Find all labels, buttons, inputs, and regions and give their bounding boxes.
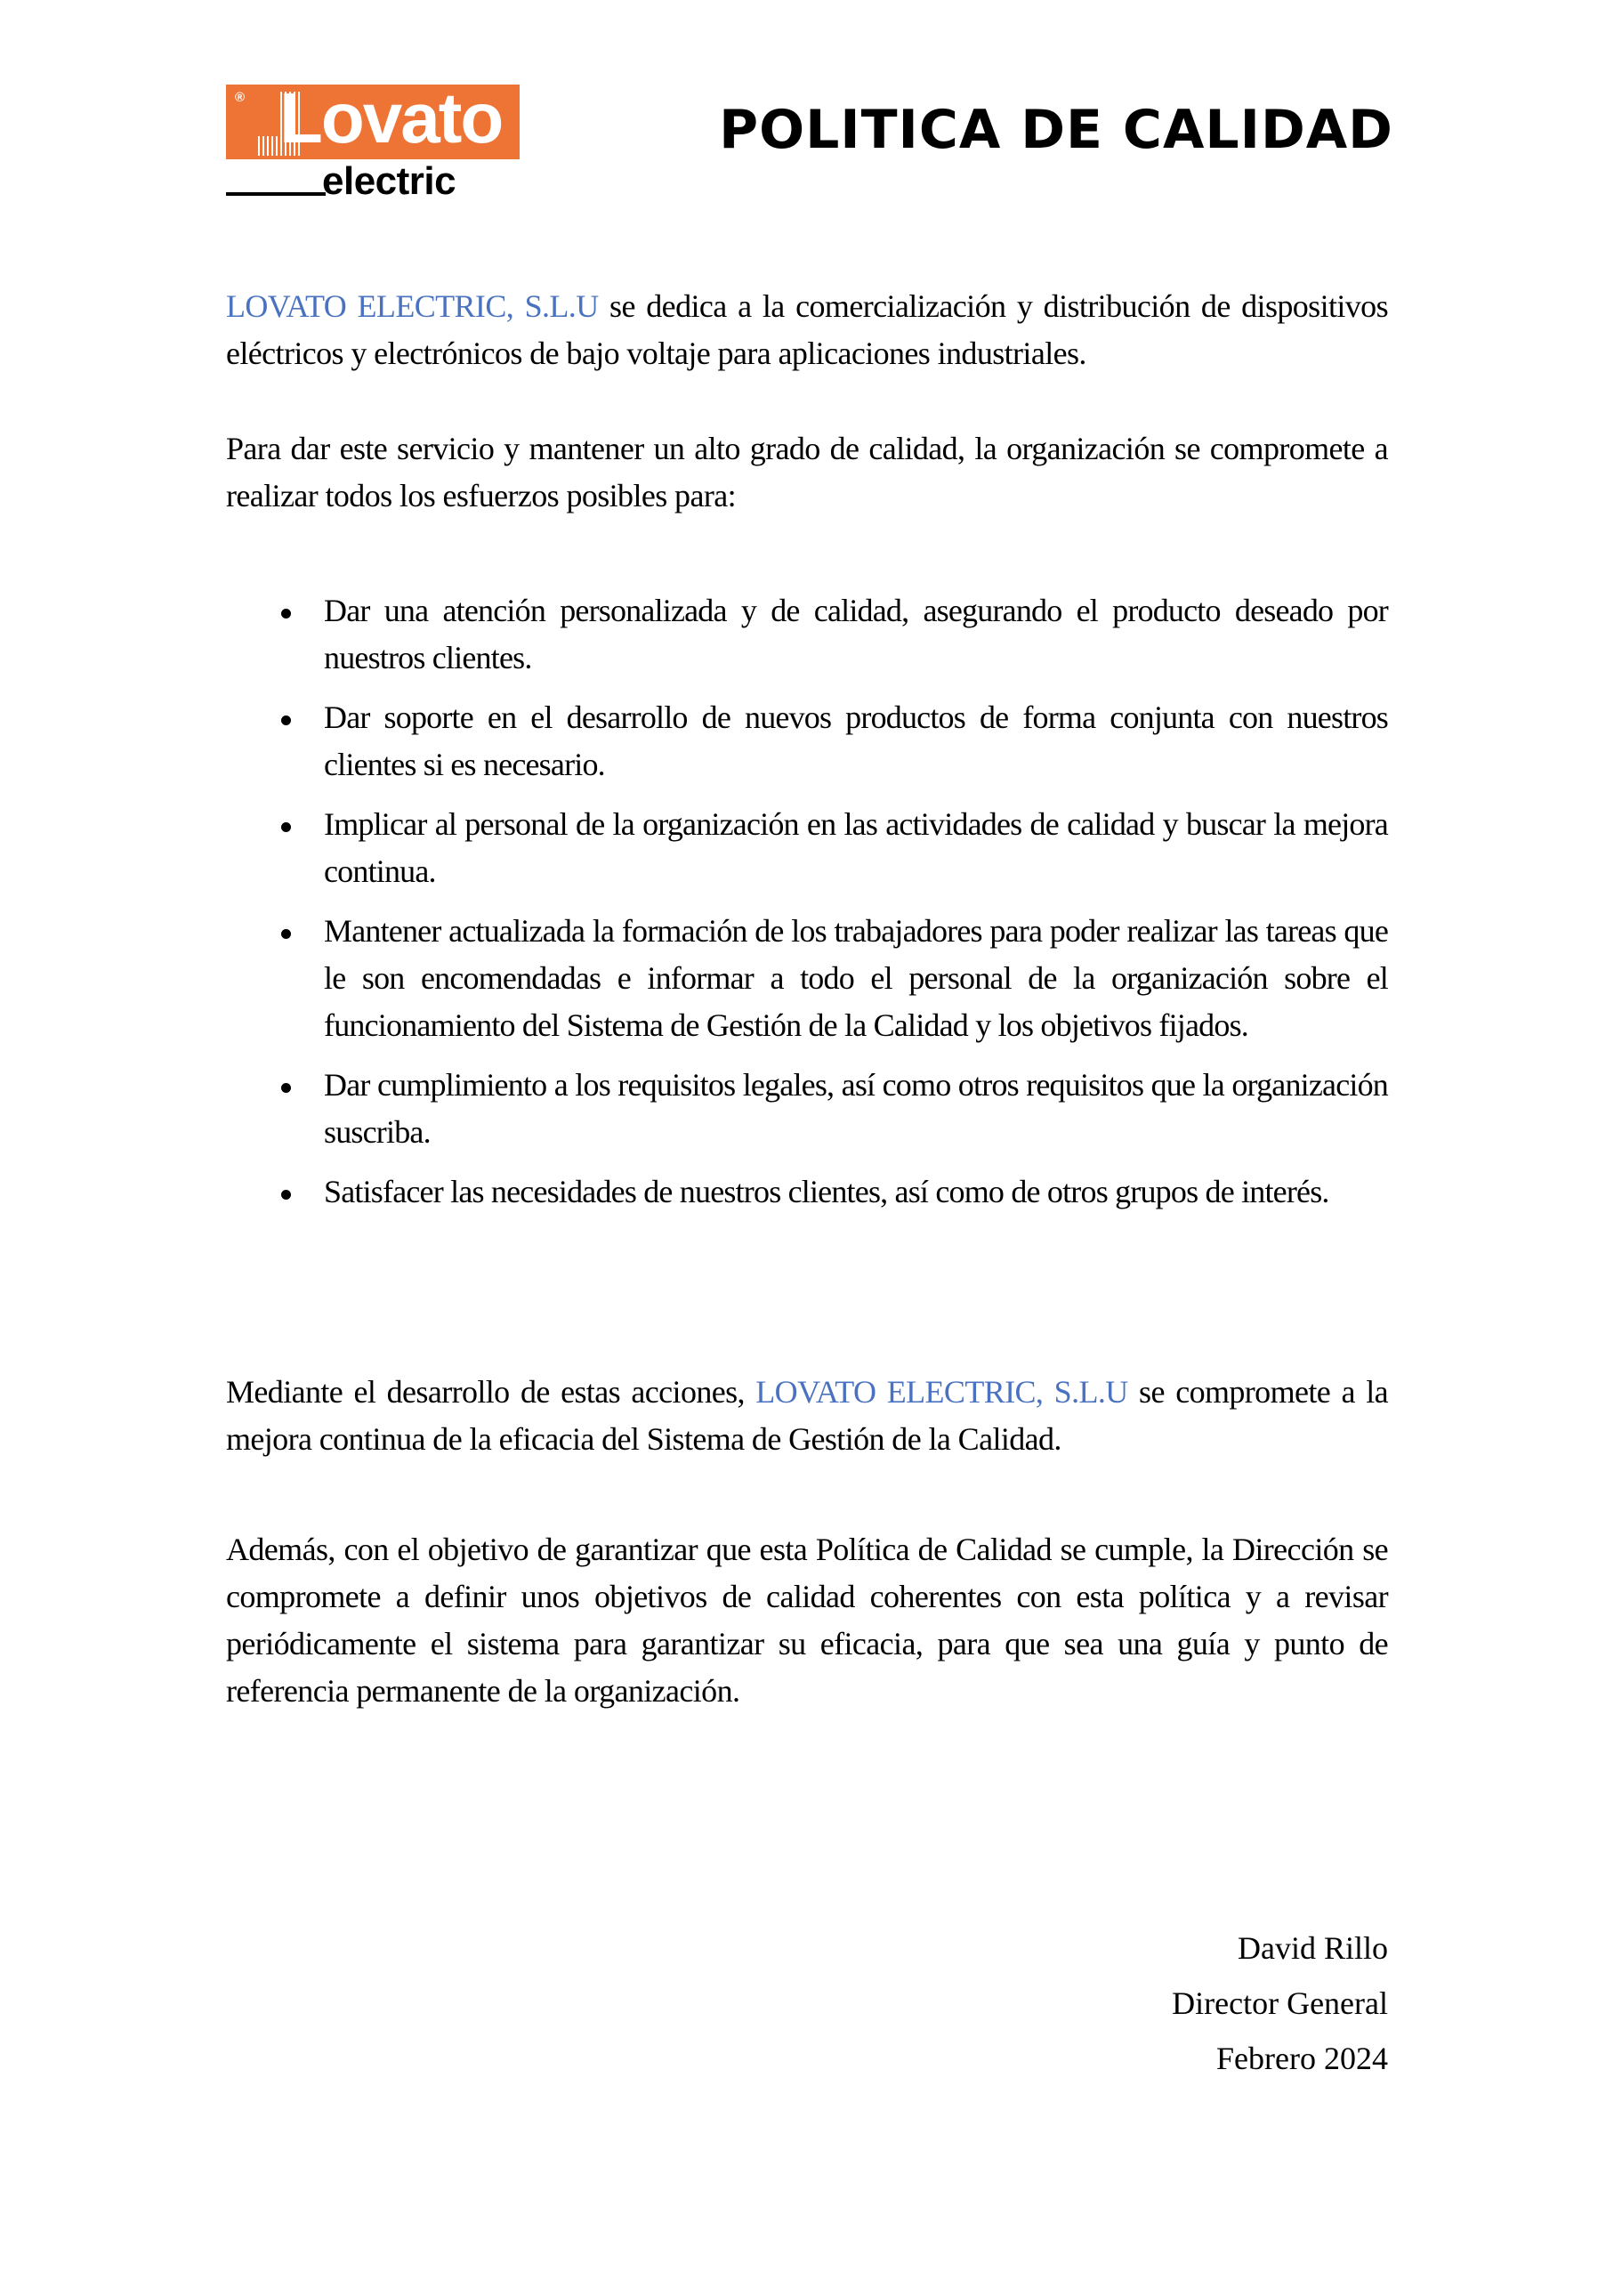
- list-item: Dar cumplimiento a los requisitos legales, así como otros requisitos que la organización suscriba.: [226, 1062, 1388, 1156]
- lovato-electric-logo: [226, 78, 520, 203]
- bullet-icon: [281, 715, 291, 725]
- commitment-list: [226, 587, 1388, 1228]
- direction-paragraph: Además, con el objetivo de garantizar que esta Política de Calidad se cumple, la Dirección se compromete a definir unos objetivos de calidad coherentes con esta política y a revisar periódicamente el sistema para garantizar su eficacia, para que sea una guía y punto de referencia permanente de la organización.: [226, 1532, 1388, 1709]
- registered-mark-icon: ®: [235, 90, 246, 105]
- logo-sub-text: electric: [322, 159, 456, 203]
- intro-paragraph: [226, 283, 1388, 377]
- actions-paragraph: Mediante el desarrollo de estas acciones, LOVATO ELECTRIC, S.L.U se compromete a la mejora continua de la eficacia del Sistema de Gestión de la Calidad.: [226, 1374, 1388, 1457]
- list-item: Implicar al personal de la organización en las actividades de calidad y buscar la mejora continua.: [226, 801, 1388, 895]
- list-item: Dar una atención personalizada y de calidad, asegurando el producto deseado por nuestros clientes.: [226, 587, 1388, 682]
- signer-role: Director General: [1172, 1985, 1388, 2021]
- commitment-paragraph: Para dar este servicio y mantener un alto grado de calidad, la organización se compromete a realizar todos los esfuerzos posibles para:: [226, 431, 1388, 513]
- signer-name: David Rillo: [1238, 1930, 1388, 1966]
- list-item: Mantener actualizada la formación de los trabajadores para poder realizar las tareas que le son encomendadas e informar a todo el personal de la organización sobre el funcionamiento del Sistema de Gestión de la Calidad y los objetivos fijados.: [226, 908, 1388, 1049]
- bullet-icon: [281, 1190, 291, 1200]
- signature-block: [1172, 1920, 1388, 2086]
- page-title: POLITICA DE CALIDAD: [719, 99, 1393, 161]
- bullet-icon: [281, 822, 291, 832]
- intro-text: se dedica a la comercialización y distribución de dispositivos eléctricos y electrónicos de bajo voltaje para aplicaciones industriales.: [226, 288, 1388, 371]
- list-item: Dar soporte en el desarrollo de nuevos productos de forma conjunta con nuestros clientes si es necesario.: [226, 694, 1388, 788]
- logo-brand-text: Lovato: [279, 78, 503, 158]
- bullet-icon: [281, 929, 291, 939]
- logo-orange-box: [226, 78, 520, 159]
- bullet-icon: [281, 1083, 291, 1093]
- signature-date: Febrero 2024: [1216, 2041, 1388, 2076]
- company-name: LOVATO ELECTRIC, S.L.U: [226, 288, 599, 324]
- list-item: Satisfacer las necesidades de nuestros clientes, así como de otros grupos de interés.: [226, 1168, 1388, 1216]
- bullet-icon: [281, 609, 291, 618]
- logo-underline: [226, 192, 326, 196]
- company-name: LOVATO ELECTRIC, S.L.U: [755, 1374, 1128, 1410]
